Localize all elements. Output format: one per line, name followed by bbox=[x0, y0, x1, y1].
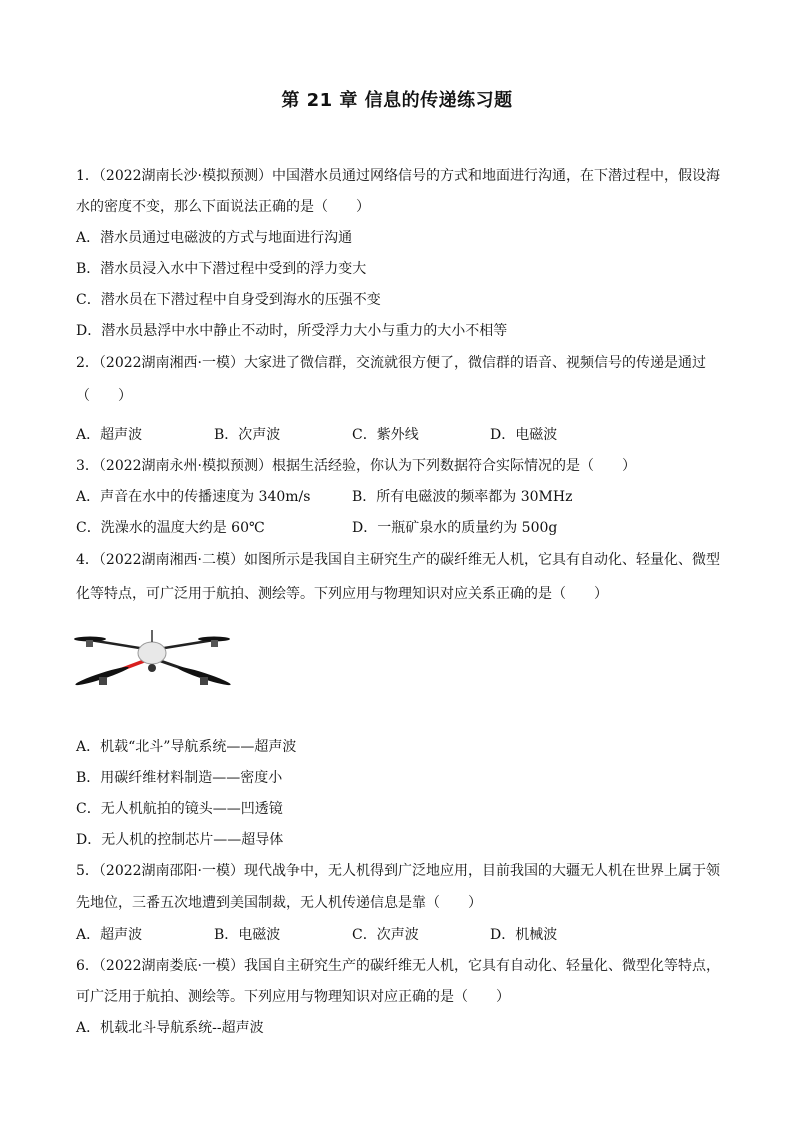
question-4-option-c: C．无人机航拍的镜头——凹透镜 bbox=[76, 801, 283, 817]
question-1-option-c: C．潜水员在下潜过程中自身受到海水的压强不变 bbox=[76, 292, 381, 308]
question-1-option-d: D．潜水员悬浮中水中静止不动时，所受浮力大小与重力的大小不相等 bbox=[76, 323, 508, 339]
question-3-option-a: A．声音在水中的传播速度为 340m/s bbox=[76, 489, 311, 505]
question-2-stem-line-1: 2．（2022湖南湘西·一模）大家进了微信群，交流就很方便了，微信群的语音、视频信号的传递是通过 bbox=[76, 355, 706, 371]
question-5-option-d: D．机械波 bbox=[490, 927, 558, 943]
drone-image bbox=[72, 618, 232, 698]
question-1-stem-line-2: 水的密度不变，那么下面说法正确的是（ ） bbox=[76, 199, 370, 215]
question-3-option-c: C．洗澡水的温度大约是 60℃ bbox=[76, 520, 265, 536]
drone-camera bbox=[148, 664, 156, 672]
question-5-stem-line-2: 先地位，三番五次地遭到美国制裁，无人机传递信息是靠（ ） bbox=[76, 895, 482, 911]
question-3-option-d: D．一瓶矿泉水的质量约为 500g bbox=[352, 520, 558, 536]
question-4-stem-line-2: 化等特点，可广泛用于航拍、测绘等。下列应用与物理知识对应关系正确的是（ ） bbox=[76, 586, 608, 602]
question-5-option-c: C．次声波 bbox=[352, 927, 419, 943]
question-3-option-b: B．所有电磁波的频率都为 30MHz bbox=[352, 489, 573, 505]
question-2-stem-line-2: （ ） bbox=[76, 388, 132, 404]
motor bbox=[99, 677, 107, 685]
question-4-stem-line-1: 4．（2022湖南湘西·二模）如图所示是我国自主研究生产的碳纤维无人机，它具有自动化、轻量化、微型 bbox=[76, 552, 720, 568]
drone-body bbox=[138, 642, 166, 664]
question-3-stem: 3．（2022湖南永州·模拟预测）根据生活经验，你认为下列数据符合实际情况的是（ ） bbox=[76, 458, 636, 474]
question-6-stem-line-1: 6．（2022湖南娄底·一模）我国自主研究生产的碳纤维无人机，它具有自动化、轻量化、微型化等特点， bbox=[76, 958, 720, 974]
question-5-option-a: A．超声波 bbox=[76, 927, 143, 943]
question-4-option-b: B．用碳纤维材料制造——密度小 bbox=[76, 770, 283, 786]
question-5-option-b: B．电磁波 bbox=[214, 927, 281, 943]
motor bbox=[86, 640, 93, 647]
question-1-option-a: A．潜水员通过电磁波的方式与地面进行沟通 bbox=[76, 230, 353, 246]
question-2-option-b: B．次声波 bbox=[214, 427, 281, 443]
page-title: 第 21 章 信息的传递练习题 bbox=[281, 90, 513, 111]
motor bbox=[200, 677, 208, 685]
question-2-option-d: D．电磁波 bbox=[490, 427, 558, 443]
question-6-option-a: A．机载北斗导航系统--超声波 bbox=[76, 1020, 264, 1036]
question-4-option-d: D．无人机的控制芯片——超导体 bbox=[76, 832, 284, 848]
question-6-stem-line-2: 可广泛用于航拍、测绘等。下列应用与物理知识对应正确的是（ ） bbox=[76, 989, 510, 1005]
question-4-option-a: A．机载“北斗”导航系统——超声波 bbox=[76, 739, 297, 755]
question-5-stem-line-1: 5．（2022湖南邵阳·一模）现代战争中，无人机得到广泛地应用，目前我国的大疆无人机在世界上属于领 bbox=[76, 863, 720, 879]
motor bbox=[211, 640, 218, 647]
question-2-option-a: A．超声波 bbox=[76, 427, 143, 443]
question-2-option-c: C．紫外线 bbox=[352, 427, 419, 443]
question-1-stem-line-1: 1．（2022湖南长沙·模拟预测）中国潜水员通过网络信号的方式和地面进行沟通，在下潜过程中，假设海 bbox=[76, 168, 720, 184]
question-1-option-b: B．潜水员浸入水中下潜过程中受到的浮力变大 bbox=[76, 261, 367, 277]
